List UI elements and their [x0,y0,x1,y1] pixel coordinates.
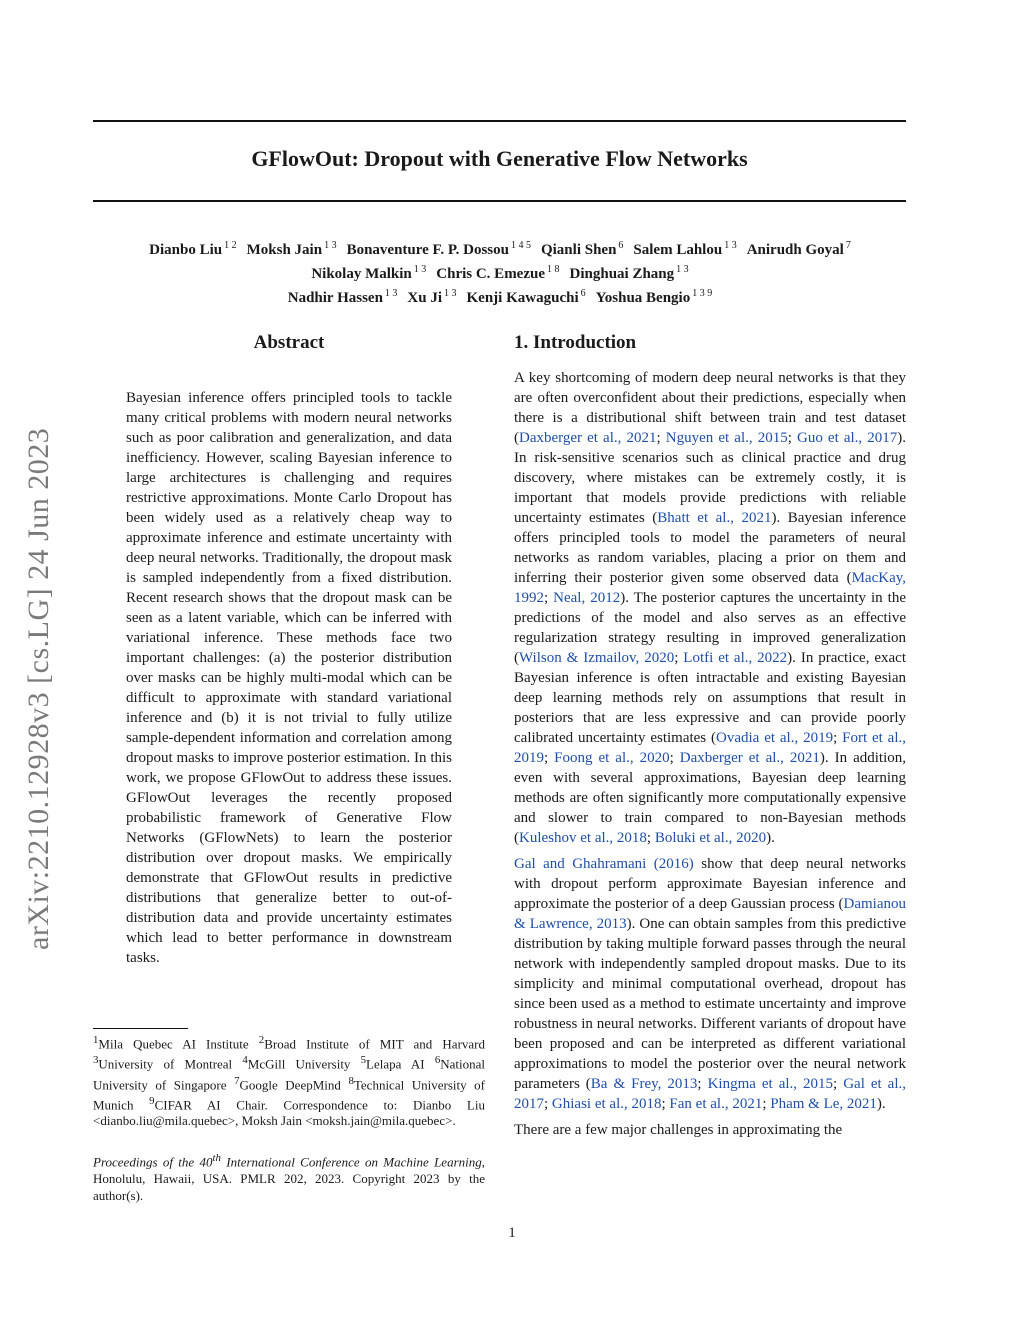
author-row [60,260,940,284]
citation-link[interactable]: Lotfi et al., 2022 [683,650,788,666]
author-affiliation: 1 2 [224,240,237,251]
author-list [60,236,940,308]
intro-text: ; [762,1096,771,1112]
author-affiliation: 6 [580,288,586,299]
footnote-text: Broad Institute of MIT and Harvard [264,1036,486,1052]
proceedings-note [93,1150,485,1204]
proceedings-prefix: Proceedings of the [93,1154,200,1170]
author-affiliation: 1 3 [676,264,689,275]
author-name: Qianli Shen $^6$ [540,240,624,258]
proceedings-rest: , Honolulu, Hawaii, USA. PMLR 202, 2023. Copyright 2023 by the author(s). [93,1154,485,1204]
author-name: Salem Lahlou $^{1 3}$ [633,240,737,258]
citation-link[interactable]: Gal and Ghahramani (2016) [514,856,694,872]
intro-paragraph [514,1120,906,1140]
intro-text: ; [669,750,680,766]
author-affiliation: 1 3 [324,240,337,251]
intro-text: A key shortcoming of modern deep neural networks is that they are often overconfident about their predictions, especially when there is a distributional shift between train and test dataset ( [514,370,906,446]
footnote-marker: 1 [93,1034,99,1046]
citation-link[interactable]: Fort et al., 2019 [514,730,907,766]
footnote-marker: 4 [242,1054,248,1067]
proceedings-conference: International Conference on Machine Learning [220,1154,482,1170]
author-name: Dianbo Liu $^{1 2}$ [149,240,237,258]
citation-link[interactable]: Fan et al., 2021 [669,1096,763,1112]
intro-text: ). [766,830,775,846]
author-row [60,284,940,308]
author-affiliation: 1 3 9 [692,288,713,299]
author-name: Dinghuai Zhang $^{1 3}$ [569,264,689,282]
author-affiliation: 7 [845,240,851,251]
abstract-text: Bayesian inference offers principled tools to tackle many critical problems with modern neural networks such as poor calibration and generalization, and data inefficiency. However, scaling Bayesian inference to large architectures is challenging and requires restrictive approximations. Monte Carlo Dropout has been widely used as a relatively cheap way to approximate inference and estimate uncertainty with deep neural networks. Traditionally, the dropout mask is sampled independently from a fixed distribution. Recent research shows that the dropout mask can be seen as a latent variable, which can be inferred with variational inference. These methods face two important challenges: (a) the posterior distribution over masks can be highly multi-modal which can be difficult to approximate with standard variational inference and (b) it is not trivial to fully utilize sample-dependent information and correlation among dropout masks to improve posterior estimation. In this work, we propose GFlowOut to address these issues. GFlowOut leverages the recently proposed probabilistic framework of Generative Flow Networks (GFlowNets) to learn the posterior distribution over dropout masks. We empirically demonstrate that GFlowOut results in predictive distributions that generalize better to out-of-distribution data and provide uncertainty estimates which lead to better performance in downstream tasks. [126,390,452,966]
citation-link[interactable]: Kuleshov et al., 2018 [519,830,647,846]
proceedings-ordinal-sup: th [212,1152,221,1164]
footnote-text: Technical University of Munich [93,1076,486,1113]
intro-text: show that deep neural networks with dropout perform approximate Bayesian inference and approximate the posterior of a deep Gaussian process ( [514,856,906,912]
citation-link[interactable]: Kingma et al., 2015 [707,1076,834,1092]
footnote-marker: 3 [93,1054,99,1067]
citation-link[interactable]: Boluki et al., 2020 [654,830,767,846]
author-affiliation: 1 3 [724,240,737,251]
abstract-heading: Abstract [253,332,325,353]
footnote-text: Google DeepMind [239,1076,349,1092]
author-name: Kenji Kawaguchi $^6$ [466,288,586,306]
author-affiliation: 1 3 [413,264,427,275]
author-name: Bonaventure F. P. Dossou $^{1 4 5}$ [346,240,531,258]
citation-link[interactable]: Guo et al., 2017 [797,430,898,446]
citation-link[interactable]: Ghiasi et al., 2018 [551,1096,662,1112]
footnote-text: CIFAR AI Chair. Correspondence to: Dianbo Liu <dianbo.liu@mila.quebec>, Moksh Jain <moksh.jain@mila.quebec>. [93,1097,485,1129]
intro-text: ). In addition, even with several approximations, Bayesian deep learning methods are often significantly more computationally expensive and slower to train compared to non-Bayesian methods ( [514,750,906,846]
footnote-marker: 9 [149,1094,155,1107]
intro-text: ). Bayesian inference offers principled tools to model the parameters of neural networks as random variables, placing a prior on them and inferring their posterior given some observed data ( [514,510,906,586]
intro-text: There are a few major challenges in approximating the [514,1122,843,1138]
title-rule-bottom [93,200,906,202]
author-name: Anirudh Goyal $^7$ [746,240,851,258]
intro-paragraph [514,368,906,848]
citation-link[interactable]: Ovadia et al., 2019 [716,730,834,746]
intro-text: ; [833,1076,844,1092]
author-name: Moksh Jain $^{1 3}$ [246,240,337,258]
citation-link[interactable]: Neal, 2012 [553,590,621,606]
author-name: Nadhir Hassen $^{1 3}$ [287,288,398,306]
author-affiliation: 1 8 [547,264,560,275]
intro-text: ). In risk-sensitive scenarios such as clinical practice and drug discovery, where mistakes can be extremely costly, it is important that models provide predictions with reliable uncertainty estimates ( [514,430,907,526]
author-affiliation: 1 3 [384,288,398,299]
intro-text: ; [544,1096,552,1112]
intro-text: ; [646,830,655,846]
intro-text: ). The posterior captures the uncertainty in the predictions of the model and also serves as an effective regularization strategy resulting in improved generalization ( [514,590,906,666]
citation-link[interactable]: Foong et al., 2020 [554,750,670,766]
intro-paragraph [514,854,906,1114]
author-name: Yoshua Bengio $^{1 3 9}$ [595,288,713,306]
author-row [60,236,940,260]
intro-heading: 1. Introduction [514,332,637,353]
author-name: Nikolay Malkin $^{1 3}$ [311,264,427,282]
author-affiliation: 1 4 5 [510,240,531,251]
author-name: Xu Ji $^{1 3}$ [407,288,457,306]
intro-text: ; [833,730,843,746]
citation-link[interactable]: Pham & Le, 2021 [770,1096,877,1112]
citation-link[interactable]: Daxberger et al., 2021 [519,430,657,446]
citation-link[interactable]: Ba & Frey, 2013 [590,1076,698,1092]
arxiv-stamp[interactable]: arXiv:2210.12928v3 [cs.LG] 24 Jun 2023 [22,427,55,950]
footnote-marker: 2 [258,1034,265,1046]
citation-link[interactable]: Daxberger et al., 2021 [679,750,820,766]
intro-text: ). One can obtain samples from this predictive distribution by taking multiple forward passes through the neural network with independently sampled dropout masks. Due to its simplicity and minimal computational overhead, dropout has since been used as a method to estimate uncertainty and improve robustness in neural networks. Different variants of dropout have been proposed and can be interpreted as different variational approximations to model the posterior over the neural network parameters ( [514,916,906,1092]
author-affiliation: 6 [618,240,624,251]
proceedings-ordinal: 40 [199,1154,213,1170]
footnote-marker: 8 [348,1074,354,1087]
citation-link[interactable]: Gal et al., 2017 [514,1076,907,1112]
intro-text: ; [674,650,684,666]
citation-link[interactable]: Damianou & Lawrence, 2013 [514,896,906,932]
citation-link[interactable]: MacKay, 1992 [514,570,906,606]
introduction-body [514,368,906,1146]
footnote-text: University of Montreal [98,1056,243,1072]
author-affiliation: 1 3 [444,288,457,299]
intro-text: ). [876,1096,886,1112]
citation-link[interactable]: Nguyen et al., 2015 [665,430,788,446]
paper-title: GFlowOut: Dropout with Generative Flow Networks [251,146,748,171]
title-rule-top [93,120,906,122]
footnote-text: McGill University [247,1056,361,1072]
intro-text: ; [544,590,554,606]
footnote-marker: 5 [360,1054,367,1067]
footnote-text: Lelapa AI [366,1056,435,1072]
footnote-text: National University of Singapore [93,1056,485,1092]
author-name: Chris C. Emezue $^{1 8}$ [436,264,560,282]
citation-link[interactable]: Wilson & Izmailov, 2020 [519,650,675,666]
page-number: 1 [508,1225,516,1241]
intro-text: ; [661,1096,670,1112]
intro-text: ; [697,1076,708,1092]
intro-text: ; [544,750,555,766]
footnote-marker: 7 [234,1074,240,1087]
footnote-rule [93,1028,188,1029]
affiliations-footnote [93,1032,485,1129]
citation-link[interactable]: Bhatt et al., 2021 [657,510,772,526]
intro-text: ). In practice, exact Bayesian inference is often intractable and existing Bayesian deep learning methods rely on assumptions that result in posteriors that are less expressive and can provide poorly calibrated uncertainty estimates ( [514,650,906,746]
intro-text: ; [656,430,666,446]
footnote-marker: 6 [434,1054,441,1067]
footnote-text: Mila Quebec AI Institute [98,1036,259,1052]
intro-text: ; [787,430,797,446]
